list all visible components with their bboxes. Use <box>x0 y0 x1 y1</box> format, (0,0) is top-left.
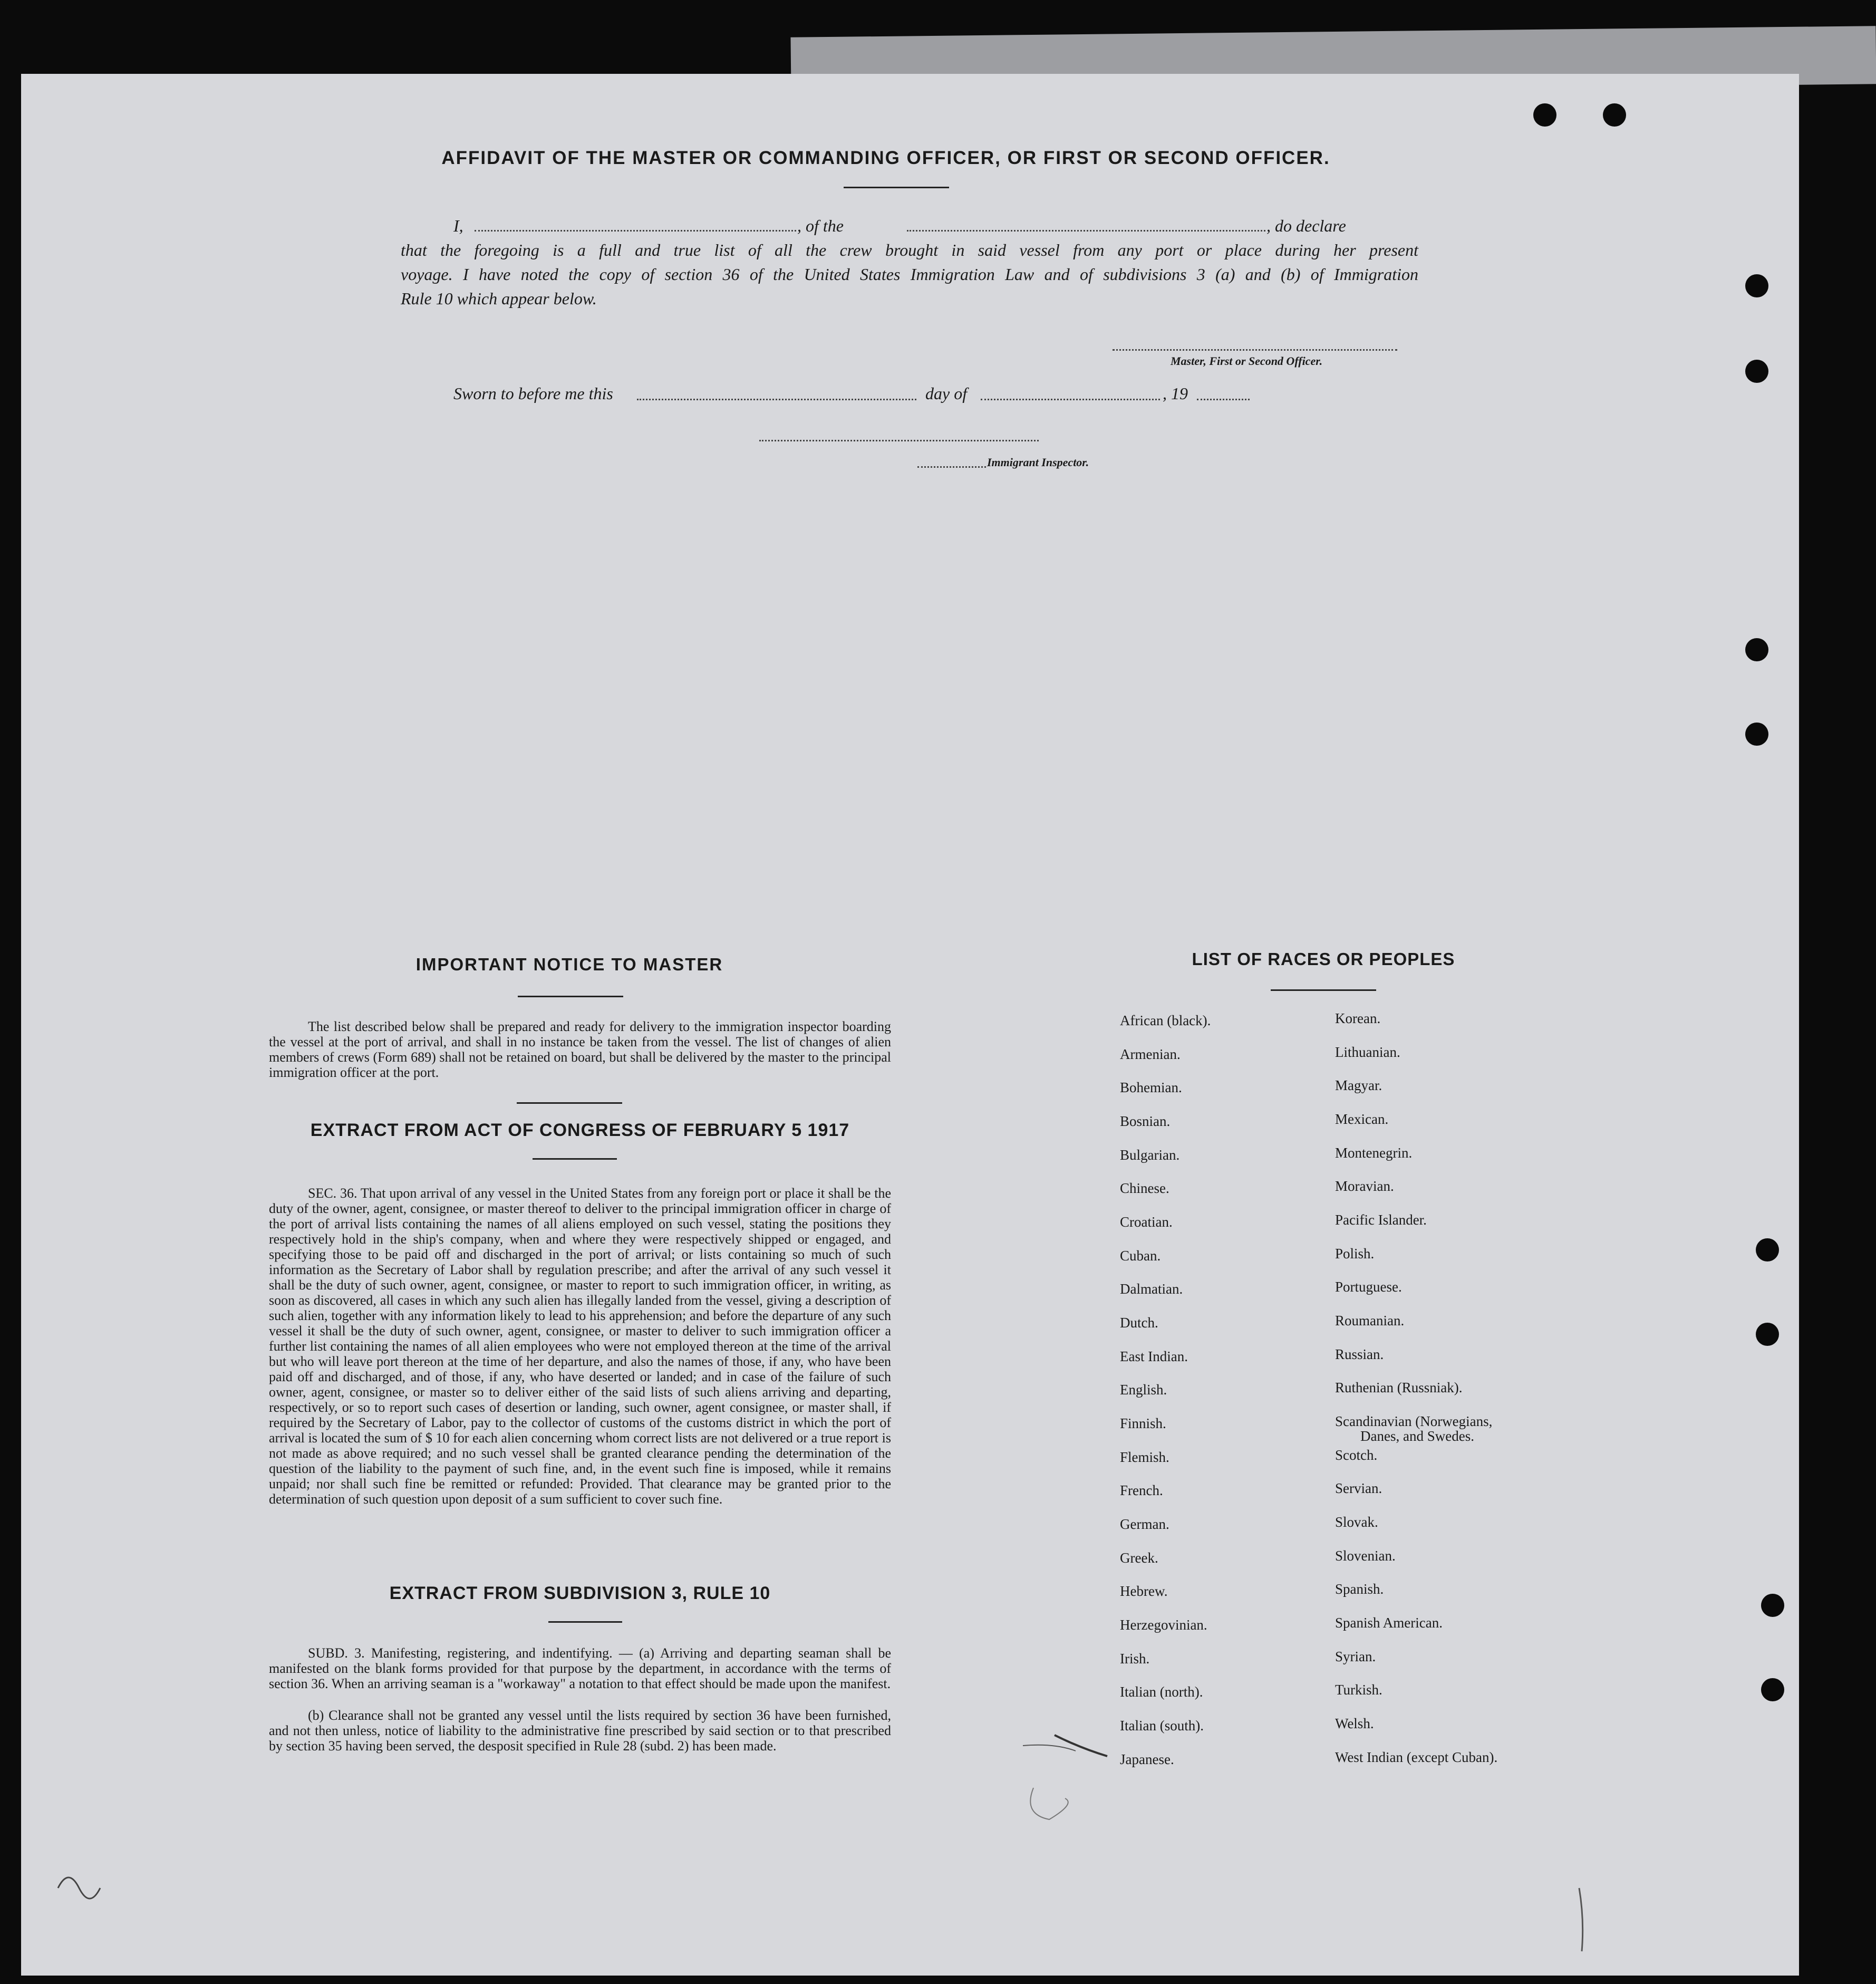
race-item: English. <box>1120 1382 1167 1398</box>
race-item: Dalmatian. <box>1120 1281 1183 1297</box>
race-item: Italian (north). <box>1120 1684 1203 1700</box>
race-item: Irish. <box>1120 1651 1150 1667</box>
race-item: Russian. <box>1335 1346 1384 1362</box>
race-item: Spanish American. <box>1335 1615 1443 1631</box>
race-item: Dutch. <box>1120 1315 1158 1331</box>
race-item: East Indian. <box>1120 1349 1188 1364</box>
race-item: Cuban. <box>1120 1248 1161 1264</box>
affidavit-title: AFFIDAVIT OF THE MASTER OR COMMANDING OFFICER, OR FIRST OR SECOND OFFICER. <box>441 148 1330 168</box>
race-item: Montenegrin. <box>1335 1145 1413 1161</box>
inspector-caption: Immigrant Inspector. <box>987 456 1089 469</box>
pencil-marks <box>21 74 1799 1976</box>
master-signature-caption: Master, First or Second Officer. <box>1171 354 1323 368</box>
manifest-page <box>21 74 1799 1976</box>
affidavit-do-declare: , do declare <box>1266 216 1346 235</box>
race-item: Flemish. <box>1120 1449 1169 1465</box>
race-item: Syrian. <box>1335 1649 1376 1664</box>
race-item: African (black). <box>1120 1013 1211 1028</box>
notice-text: The list described below shall be prepared and ready for delivery to the immigration inspector boarding the vessel at the port of arrival, and shall in no instance be taken from the vessel. The list of changes of alien members of crews (Form 689) shall not be retained on board, but shall be delivered by the master to the principal immigration officer at the port. <box>269 1019 891 1080</box>
race-item: Servian. <box>1335 1480 1382 1496</box>
race-item: Ruthenian (Russniak). <box>1335 1380 1463 1395</box>
race-item: West Indian (except Cuban). <box>1335 1749 1498 1765</box>
notice-title: IMPORTANT NOTICE TO MASTER <box>415 955 723 974</box>
race-item: Turkish. <box>1335 1682 1382 1698</box>
day-of-label: day of <box>925 384 968 403</box>
race-item: Moravian. <box>1335 1178 1394 1194</box>
race-item: Lithuanian. <box>1335 1044 1400 1060</box>
race-item: Herzegovinian. <box>1120 1617 1207 1633</box>
race-item: Greek. <box>1120 1550 1158 1566</box>
race-item: Slovak. <box>1335 1514 1378 1530</box>
race-item: Bulgarian. <box>1120 1147 1180 1163</box>
act-text: SEC. 36. That upon arrival of any vessel in the United States from any foreign port or place it shall be the duty of the owner, agent, consignee, or master thereof to deliver to the principal immigration officer in charge of the port of arrival lists containing the names of all aliens employed on such vessel, stating the positions they respectively hold in the ship's company, when and where they were respectively shipped or engaged, and specifying those to be paid off and discharged in the port of arrival; or lists containing so much of such information as the Secretary of Labor shall by regulation prescribe; and after the arrival of any such vessel it shall be the duty of such owner, agent, consignee, or master to report to such immigration officer, in writing, as soon as discovered, all cases in which any such alien has illegally landed from the vessel, giving a description of such alien, together with any information likely to lead to his apprehension; and before the departure of any such vessel it shall be the duty of such owner, agent, consignee, or master to deliver to such immigration officer a further list containing the names of all alien employees who were not employed thereon at the time of the arrival but who will leave port thereon at the time of her departure, and also the names of those, if any, who have been paid off and discharged, and of those, if any, who have deserted or landed; and in case of the failure of such owner, agent, consignee, or master so to deliver either of the said lists of such aliens arriving and departing, respectively, or so to report such cases of desertion or landing, such owner, agent consignee, or master shall, if required by the Secretary of Labor, pay to the collector of customs of the customs district in which the port of arrival is located the sum of $ 10 for each alien concerning whom correct lists are not delivered or a true report is not made as above required; and no such vessel shall be granted clearance pending the determination of the question of the liability to the payment of such fine, and, in the event such fine is imposed, while it remains unpaid; nor shall such fine be remitted or refunded: Provided. That clearance may be granted prior to the determination of such question upon deposit of a sum sufficient to cover such fine. <box>269 1186 891 1507</box>
race-item: Magyar. <box>1335 1077 1382 1093</box>
race-item: Japanese. <box>1120 1751 1174 1767</box>
affidavit-line3: voyage. I have noted the copy of section 36 of the United States Immigration Law and of subdivisions 3 (a) and (b) of Immigration <box>401 265 1418 284</box>
race-item: Slovenian. <box>1335 1548 1396 1564</box>
race-item: Polish. <box>1335 1246 1375 1261</box>
race-item: Hebrew. <box>1120 1583 1168 1599</box>
rule-title: EXTRACT FROM SUBDIVISION 3, RULE 10 <box>389 1583 771 1603</box>
race-item: Armenian. <box>1120 1046 1181 1062</box>
race-item: Chinese. <box>1120 1180 1169 1196</box>
race-item: German. <box>1120 1516 1169 1532</box>
race-item: Italian (south). <box>1120 1718 1204 1733</box>
race-item: Danes, and Swedes. <box>1360 1428 1474 1444</box>
race-item: Bohemian. <box>1120 1080 1182 1095</box>
affidavit-line2: that the foregoing is a full and true list of all the crew brought in said vessel from any port or place during her present <box>401 240 1418 259</box>
rule-para-b: (b) Clearance shall not be granted any vessel until the lists required by section 36 have been furnished, and not then unless, notice of liability to the administrative fine prescribed by said section or to that prescribed by section 35 having been served, the desposit specified in Rule 28 (subd. 2) has been made. <box>269 1708 891 1754</box>
rule-para-a: SUBD. 3. Manifesting, registering, and indentifying. — (a) Arriving and departing seaman shall be manifested on the blank forms provided for that purpose by the department, in accordance with the terms of section 36. When an arriving seaman is a "workaway" a notation to that effect should be made upon the manifest. <box>269 1645 891 1691</box>
race-item: Pacific Islander. <box>1335 1212 1427 1228</box>
race-item: Scandinavian (Norwegians, <box>1335 1413 1493 1429</box>
race-item: Korean. <box>1335 1010 1381 1026</box>
race-item: Bosnian. <box>1120 1113 1171 1129</box>
sworn-label: Sworn to before me this <box>453 384 613 403</box>
race-item: Welsh. <box>1335 1716 1374 1731</box>
act-title: EXTRACT FROM ACT OF CONGRESS OF FEBRUARY 5 1917 <box>310 1120 850 1140</box>
race-item: French. <box>1120 1482 1163 1498</box>
race-item: Portuguese. <box>1335 1279 1402 1295</box>
race-item: Mexican. <box>1335 1111 1389 1127</box>
race-item: Croatian. <box>1120 1214 1173 1230</box>
race-item: Finnish. <box>1120 1415 1166 1431</box>
race-item: Roumanian. <box>1335 1313 1405 1328</box>
affidavit-line4: Rule 10 which appear below. <box>401 289 597 308</box>
race-item: Spanish. <box>1335 1581 1384 1597</box>
race-item: Scotch. <box>1335 1447 1378 1463</box>
year-label: , 19 <box>1163 384 1188 403</box>
races-title: LIST OF RACES OR PEOPLES <box>1192 949 1455 969</box>
affidavit-i: I, <box>453 216 463 235</box>
affidavit-of-the: , of the <box>797 216 844 235</box>
